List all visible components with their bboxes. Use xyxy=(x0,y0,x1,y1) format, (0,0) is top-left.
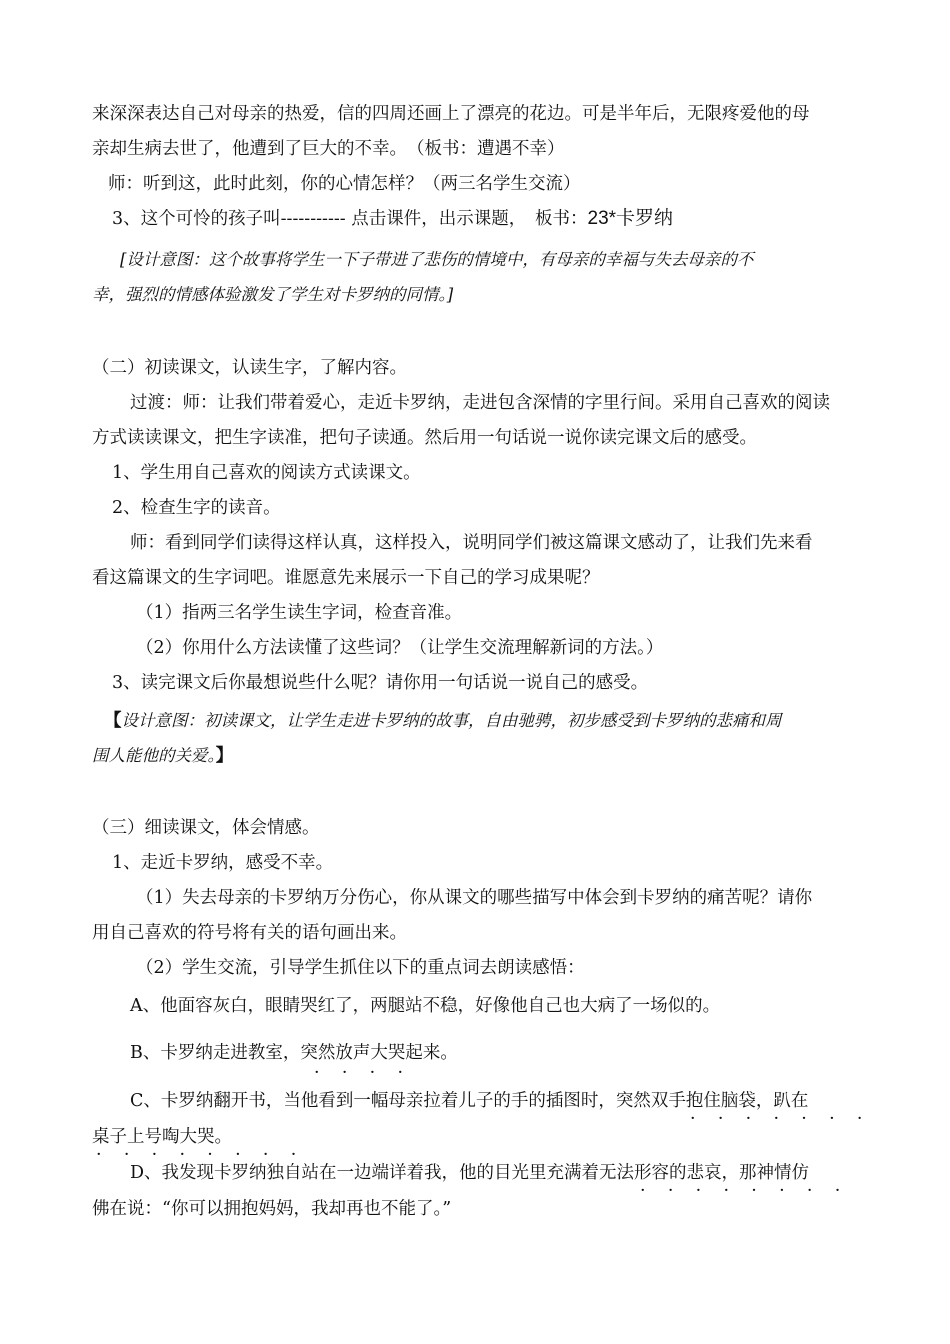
example-sentence: A、他面容灰白，眼睛哭红了，两腿站不稳，好像他自己也大病了一场似的。 xyxy=(130,996,721,1016)
text-line: 方式读读课文，把生字读准，把句子读通。然后用一句话说一说你读完课文后的感受。 xyxy=(92,428,757,448)
emphasis-dots: · · · · · · · xyxy=(690,1109,863,1129)
emphasis-dots: · · · · · · · · xyxy=(96,1145,297,1165)
text-line: 1、走近卡罗纳，感受不幸。 xyxy=(112,853,334,873)
lesson-title: 23*卡罗纳 xyxy=(587,208,674,229)
design-note-text: 围人能他的关爱。 xyxy=(92,746,216,765)
text-line: 过渡：师：让我们带着爱心，走近卡罗纳，走进包含深情的字里行间。采用自己喜欢的阅读 xyxy=(130,393,830,413)
text-line: （1）指两三名学生读生字词，检查音准。 xyxy=(136,603,463,623)
example-sentence: D、我发现卡罗纳独自站在一边端详着我，他的目光里充满着无法形容的悲哀，那神情仿 xyxy=(130,1163,810,1183)
example-sentence: 佛在说：“你可以拥抱妈妈，我却再也不能了。” xyxy=(92,1199,452,1219)
text-line: 师：听到这，此时此刻，你的心情怎样？（两三名学生交流） xyxy=(108,174,581,194)
text-line: （2）学生交流，引导学生抓住以下的重点词去朗读感悟： xyxy=(136,958,585,978)
design-note xyxy=(104,708,782,734)
example-sentence: C、卡罗纳翻开书，当他看到一幅母亲拉着儿子的手的插图时，突然双手抱住脑袋，趴在 xyxy=(130,1091,809,1111)
text-line: 看这篇课文的生字词吧。谁愿意先来展示一下自己的学习成果呢？ xyxy=(92,568,600,588)
text-line: 2、检查生字的读音。 xyxy=(112,498,281,518)
text-line: 来深深表达自己对母亲的热爱，信的四周还画上了漂亮的花边。可是半年后，无限疼爱他的母 xyxy=(92,104,810,124)
design-note xyxy=(92,743,233,769)
design-note: 幸，强烈的情感体验激发了学生对卡罗纳的同情。] xyxy=(92,285,454,304)
section-heading: （三）细读课文，体会情感。 xyxy=(92,818,320,838)
example-sentence: 桌子上号啕大哭。 xyxy=(92,1127,232,1147)
emphasis-dots: · · · · xyxy=(314,1063,404,1083)
bracket-close: 】 xyxy=(215,746,234,766)
text-line: （1）失去母亲的卡罗纳万分伤心，你从课文的哪些描写中体会到卡罗纳的痛苦呢？请你 xyxy=(136,888,813,908)
section-heading: （二）初读课文，认读生字，了解内容。 xyxy=(92,358,407,378)
text-line: 3、读完课文后你最想说些什么呢？请你用一句话说一说自己的感受。 xyxy=(112,673,649,693)
text-line: 师：看到同学们读得这样认真，这样投入，说明同学们被这篇课文感动了，让我们先来看 xyxy=(130,533,813,553)
bracket-open: 【 xyxy=(104,711,122,731)
step-text: 3、这个可怜的孩子叫----------- 点击课件，出示课题， 板书： xyxy=(112,209,588,229)
text-line: 1、学生用自己喜欢的阅读方式读课文。 xyxy=(112,463,421,483)
text-line: （2）你用什么方法读懂了这些词？（让学生交流理解新词的方法。） xyxy=(136,638,664,658)
design-note-text: 设计意图：初读课文，让学生走进卡罗纳的故事，自由驰骋，初步感受到卡罗纳的悲痛和周 xyxy=(121,711,782,730)
emphasis-dots: · · · · · · · · xyxy=(640,1181,841,1201)
example-sentence: B、卡罗纳走进教室，突然放声大哭起来。 xyxy=(130,1043,458,1063)
text-line: 用自己喜欢的符号将有关的语句画出来。 xyxy=(92,923,407,943)
text-line xyxy=(112,206,673,232)
design-note: [设计意图：这个故事将学生一下子带进了悲伤的情境中，有母亲的幸福与失去母亲的不 xyxy=(120,250,754,269)
text-line: 亲却生病去世了，他遭到了巨大的不幸。 （板书：遭遇不幸） xyxy=(92,139,565,159)
